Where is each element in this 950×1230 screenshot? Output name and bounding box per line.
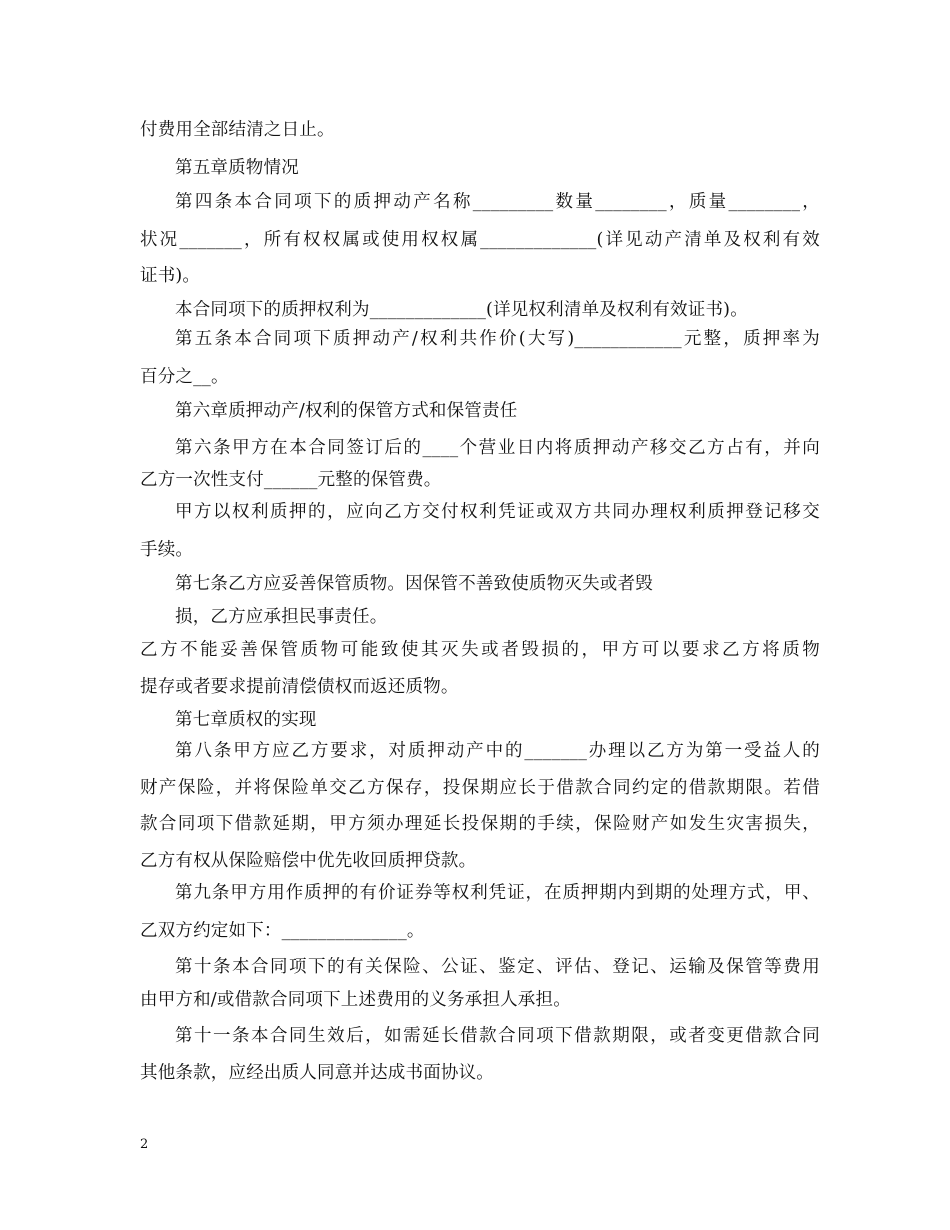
text-line: 其他条款，应经出质人同意并达成书面协议。: [140, 1063, 494, 1083]
text-line: 第六条甲方在本合同签订后的____个营业日内将质押动产移交乙方占有，并向: [175, 438, 820, 458]
chapter-heading: 第五章质物情况: [175, 158, 299, 178]
chapter-heading: 第六章质押动产/权利的保管方式和保管责任: [175, 401, 518, 421]
text-line: 乙方有权从保险赔偿中优先收回质押贷款。: [140, 851, 477, 871]
text-line: 手续。: [140, 540, 194, 560]
text-line: 本合同项下的质押权利为_____________(详见权利清单及权利有效证书)。: [175, 300, 748, 320]
text-line: 提存或者要求提前清偿债权而返还质物。: [140, 677, 459, 697]
text-line: 付费用全部结清之日止。: [140, 120, 335, 140]
text-line: 第八条甲方应乙方要求，对质押动产中的_______办理以乙方为第一受益人的: [175, 741, 820, 761]
text-line: 乙方不能妥善保管质物可能致使其灭失或者毁损的，甲方可以要求乙方将质物: [140, 640, 820, 660]
text-line: 损，乙方应承担民事责任。: [175, 607, 388, 627]
text-line: 财产保险，并将保险单交乙方保存，投保期应长于借款合同约定的借款期限。若借: [140, 778, 820, 798]
text-line: 乙双方约定如下：______________。: [140, 921, 425, 941]
text-line: 第五条本合同项下质押动产/权利共作价(大写)____________元整，质押率为: [175, 329, 820, 349]
text-line: 第十一条本合同生效后，如需延长借款合同项下借款期限，或者变更借款合同: [175, 1026, 820, 1046]
text-line: 第七条乙方应妥善保管质物。因保管不善致使质物灭失或者毁: [175, 574, 653, 594]
text-line: 第九条甲方用作质押的有价证券等权利凭证，在质押期内到期的处理方式，甲、: [175, 883, 820, 903]
text-line: 证书)。: [140, 266, 201, 286]
chapter-heading: 第七章质权的实现: [175, 710, 317, 730]
page-number: 2: [140, 1137, 149, 1152]
text-line: 状况_______，所有权权属或使用权权属_____________(详见动产清单及权利有效: [140, 230, 820, 250]
text-line: 乙方一次性支付______元整的保管费。: [140, 470, 442, 490]
text-line: 第四条本合同项下的质押动产名称_________数量________，质量________，: [175, 192, 820, 212]
text-line: 第十条本合同项下的有关保险、公证、鉴定、评估、登记、运输及保管等费用: [175, 957, 820, 977]
text-line: 百分之__。: [140, 367, 229, 387]
text-line: 款合同项下借款延期，甲方须办理延长投保期的手续，保险财产如发生灾害损失，: [140, 814, 820, 834]
text-line: 甲方以权利质押的，应向乙方交付权利凭证或双方共同办理权利质押登记移交: [175, 502, 820, 522]
text-line: 由甲方和/或借款合同项下上述费用的义务承担人承担。: [140, 990, 571, 1010]
